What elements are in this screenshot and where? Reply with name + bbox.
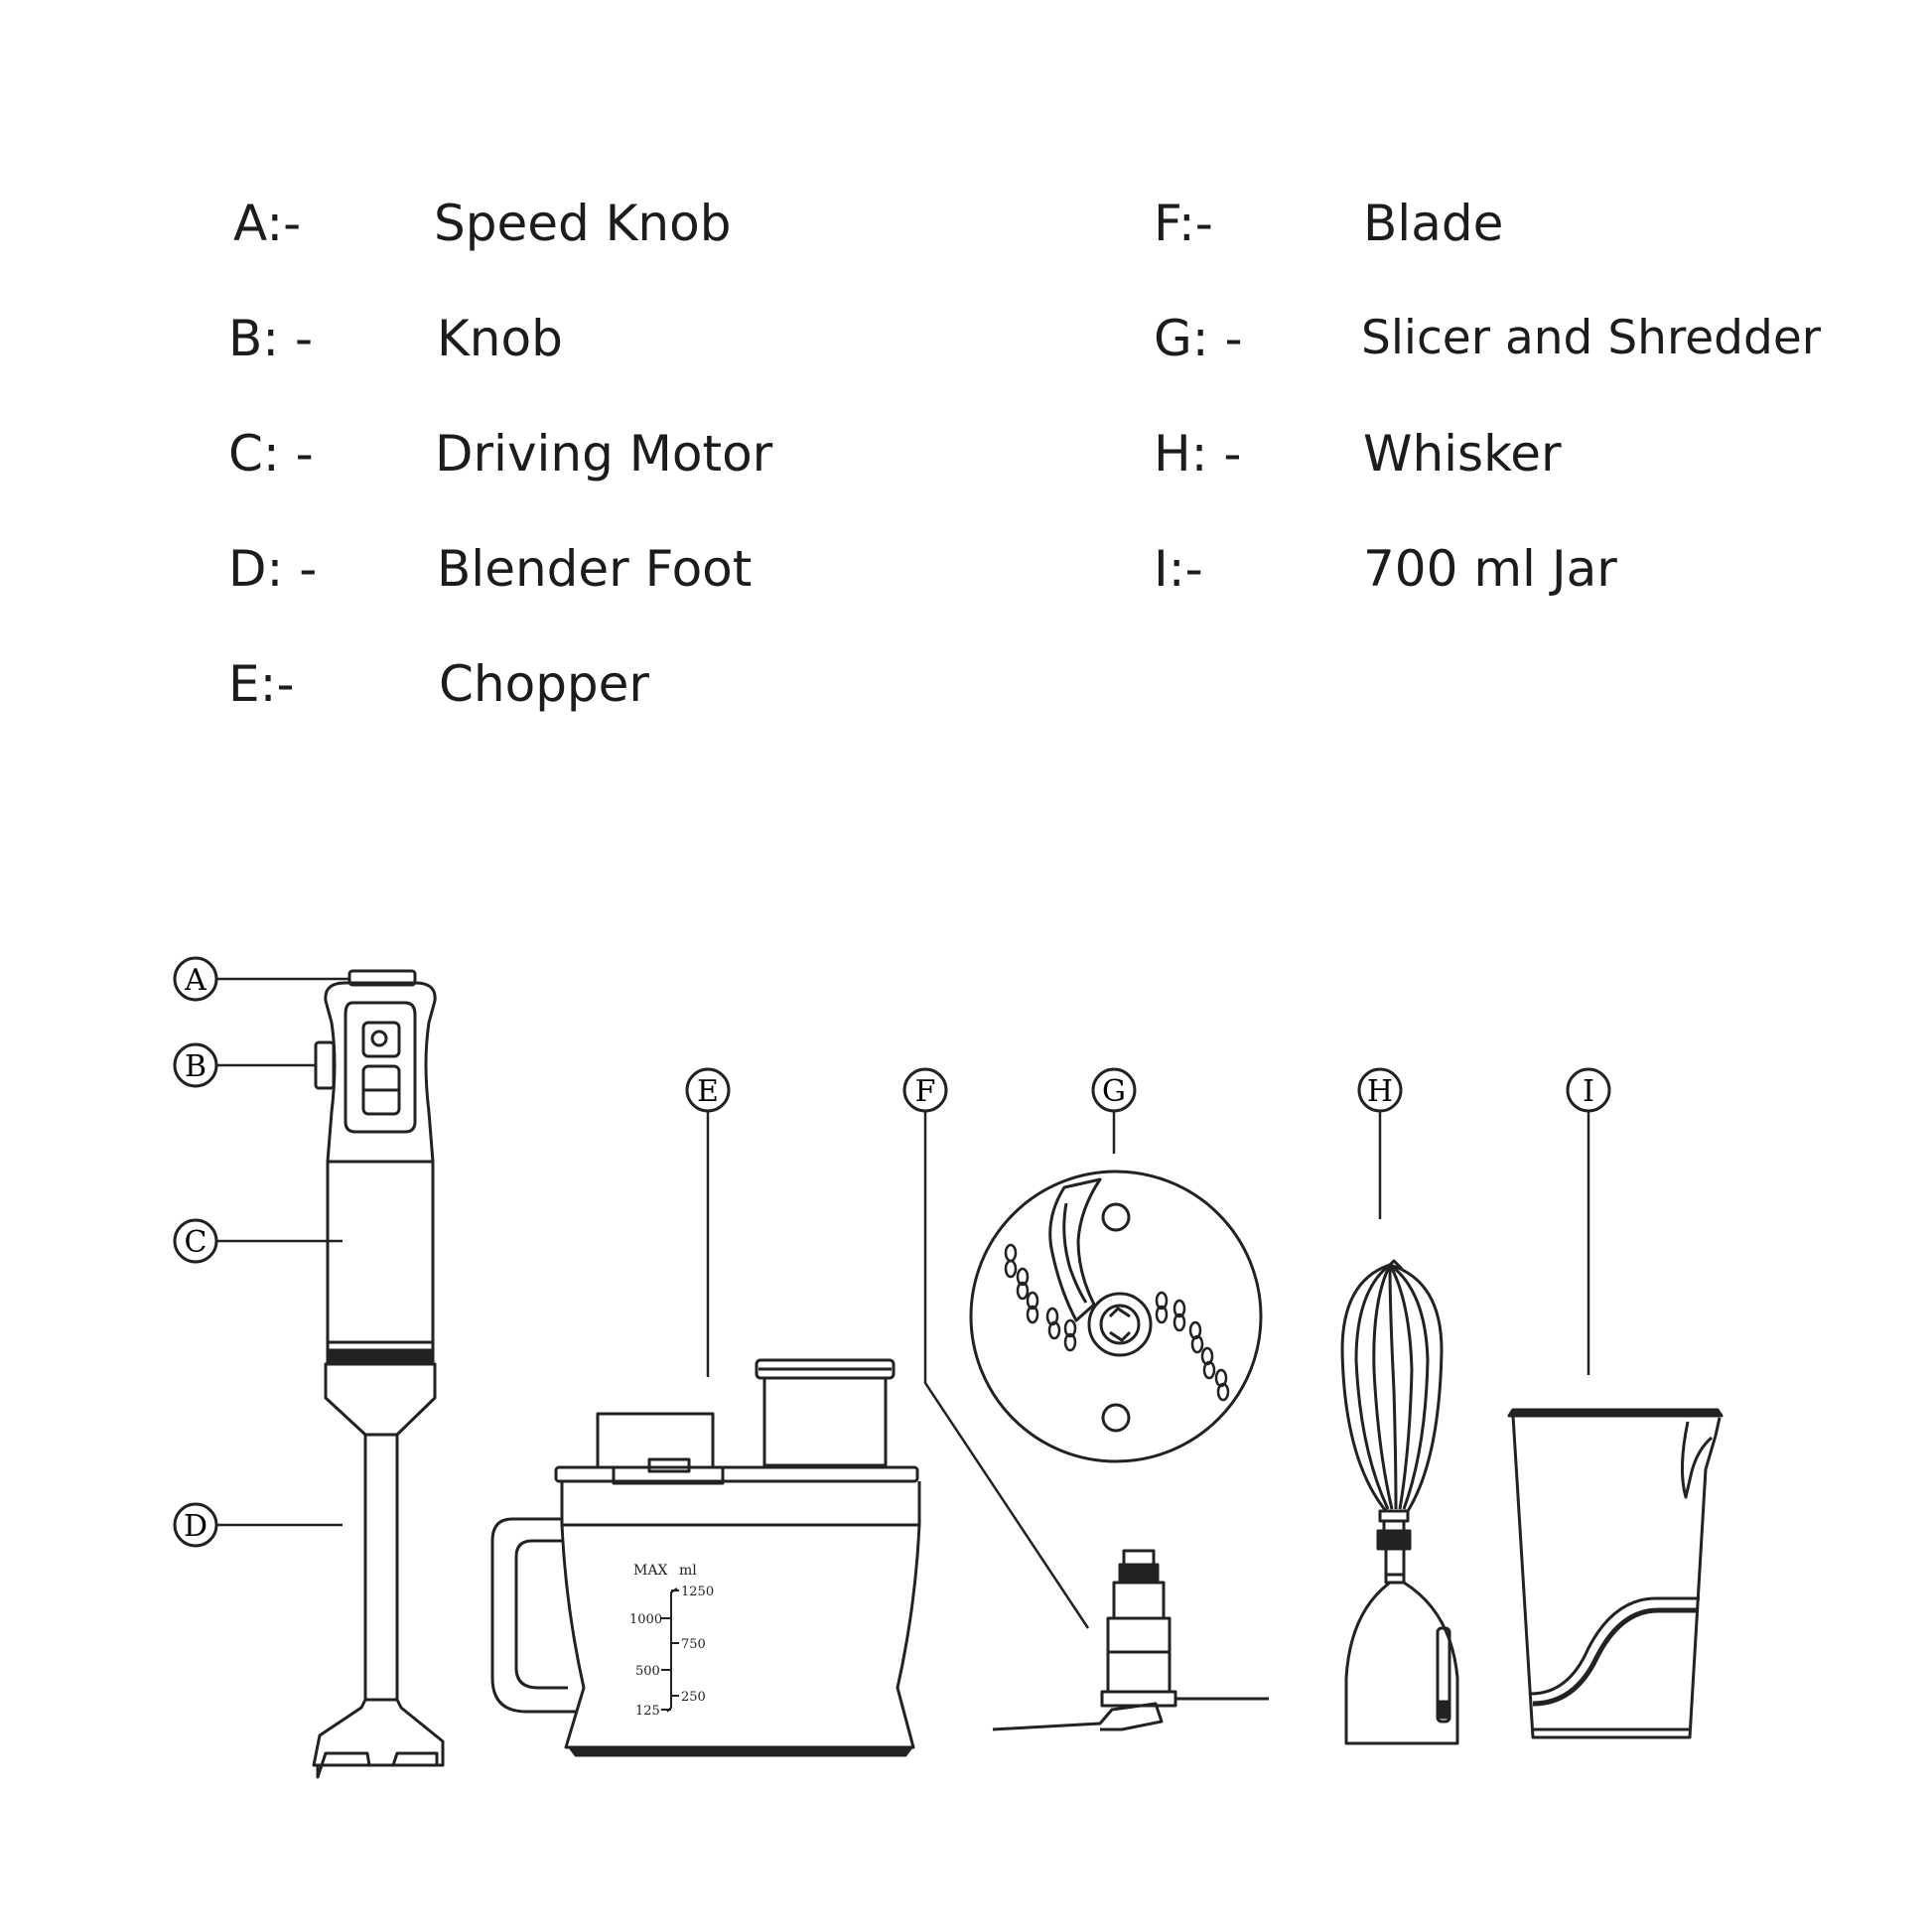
feed-tube [764, 1378, 886, 1465]
scale-mark: 1000 [629, 1612, 663, 1627]
legend-name: Slicer and Shredder [1361, 311, 1822, 365]
legend-key: G: - [1154, 310, 1243, 367]
legend-name: 700 ml Jar [1363, 540, 1617, 598]
blade [993, 1551, 1269, 1729]
callout-g [1093, 1069, 1135, 1154]
scale-mark: 500 [635, 1664, 660, 1679]
whisk-collar-dark [1378, 1531, 1410, 1549]
callout-d [175, 1504, 343, 1546]
button-dot-icon [372, 1032, 386, 1045]
jar-body [1513, 1416, 1720, 1737]
blade-base [1102, 1692, 1175, 1706]
slicing-slot [1050, 1179, 1100, 1320]
volume-scale [629, 1563, 714, 1719]
scale-mark: 125 [635, 1704, 660, 1719]
shaft [365, 1435, 397, 1700]
scale-mark: 750 [681, 1637, 706, 1652]
blade-hub-upper [1114, 1583, 1164, 1618]
whisk-wire [1390, 1265, 1396, 1509]
blade-arm-left [993, 1704, 1162, 1729]
legend-name: Blender Foot [437, 540, 753, 598]
legend-key: A:- [233, 195, 302, 252]
callout-a [175, 958, 349, 1000]
legend-key: F:- [1154, 195, 1213, 252]
scale-mark: 250 [681, 1690, 706, 1705]
legend-name: Chopper [439, 655, 649, 713]
disc-edge [971, 1172, 1261, 1461]
legend-key: C: - [228, 425, 314, 483]
blade-hub [1108, 1618, 1170, 1692]
motor-band-dark [328, 1350, 433, 1364]
callout-h [1359, 1069, 1401, 1219]
callout-c [175, 1220, 343, 1262]
callout-b [175, 1044, 316, 1086]
blender-foot [314, 1700, 443, 1765]
callout-label: F [914, 1074, 936, 1109]
legend-name: Whisker [1363, 425, 1562, 483]
legend-name: Speed Knob [434, 195, 732, 252]
jar-grip-line-dark [1533, 1610, 1698, 1704]
blade-top-cap [1124, 1551, 1154, 1565]
legend-key: I:- [1154, 540, 1203, 598]
callout-f [904, 1069, 1088, 1628]
whisk-gearbox [1346, 1583, 1457, 1743]
shredder-hole [1006, 1245, 1016, 1261]
turbo-button [363, 1023, 399, 1056]
lid [556, 1467, 917, 1481]
blade-coupling [1120, 1565, 1158, 1583]
callout-label: I [1583, 1074, 1594, 1109]
side-knob [316, 1042, 334, 1088]
whisk-stem [1386, 1549, 1404, 1583]
disc-hub [1089, 1294, 1151, 1355]
scale-bar [667, 1588, 677, 1712]
callout-label: C [184, 1225, 207, 1260]
legend-key: H: - [1154, 425, 1242, 483]
callout-label: E [697, 1074, 719, 1109]
callout-label: A [185, 963, 207, 998]
scale-unit-label: ml [679, 1563, 697, 1579]
bowl [562, 1481, 919, 1747]
hand-blender [314, 971, 443, 1777]
disc-hole-bottom [1103, 1405, 1129, 1431]
jar-rim [1509, 1410, 1722, 1416]
jar [1509, 1410, 1722, 1737]
lid-tab [649, 1459, 689, 1471]
scale-mark: 1250 [681, 1585, 715, 1599]
callout-label: B [184, 1049, 207, 1084]
callout-label: D [183, 1509, 208, 1544]
callout-e [687, 1069, 729, 1377]
callout-label: G [1102, 1074, 1126, 1109]
disc-hole-top [1103, 1204, 1129, 1230]
disc-hub-key [1110, 1309, 1130, 1340]
collar [326, 1364, 435, 1435]
shredder-hole [1006, 1261, 1016, 1277]
handle-head [326, 983, 435, 1162]
legend-key: E:- [228, 655, 295, 713]
legend-name: Knob [437, 310, 563, 367]
bowl-handle-inner [516, 1541, 568, 1688]
chopper [492, 1360, 919, 1755]
motor-body [328, 1162, 433, 1350]
slicer-disc [971, 1172, 1261, 1461]
whisk-tab-dark [1440, 1702, 1449, 1718]
legend-name: Driving Motor [435, 425, 773, 483]
shredder-holes-right [1157, 1293, 1228, 1400]
legend-key: B: - [228, 310, 314, 367]
whisker [1342, 1261, 1457, 1743]
scale-max-label: MAX [633, 1563, 668, 1579]
bowl-base [570, 1747, 911, 1755]
legend-key: D: - [228, 540, 318, 598]
callout-label: H [1366, 1074, 1394, 1109]
legend-name: Blade [1363, 195, 1504, 252]
callout-i [1568, 1069, 1609, 1375]
